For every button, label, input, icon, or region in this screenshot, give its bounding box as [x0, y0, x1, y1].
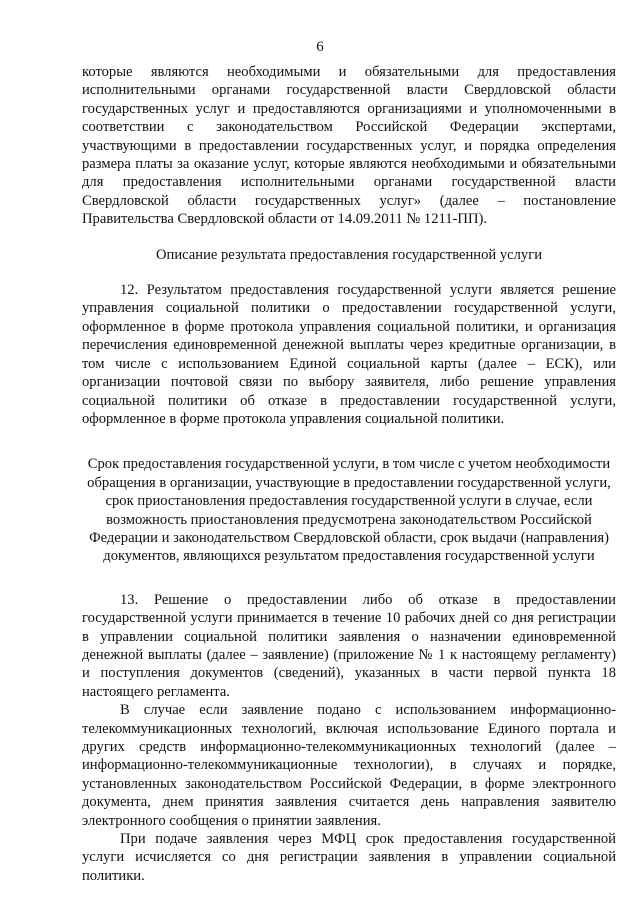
document-body [82, 63, 616, 885]
paragraph-13-electronic: В случае если заявление подано с использованием информационно-телекоммуникационных технологий, включая использование Единого портала и других средств информационно-телекоммуникационных технологий (далее – информационно-телекоммуникационные технологии), в случаях и порядке, установленных законодательством Российской Федерации, в форме электронного документа, днем принятия заявления считается день направления заявителю электронного сообщения о принятии заявления. [82, 702, 616, 829]
paragraph-13: 13. Решение о предоставлении либо об отказе в предоставлении государственной услуги принимается в течение 10 рабочих дней со дня регистрации в управлении социальной политики заявления о назначении единовременной денежной выплаты (далее – заявление) (приложение № 1 к настоящему регламенту) и поступления документов (сведений), указанных в части первой пункта 18 настоящего регламента. [82, 591, 616, 700]
paragraph-13-mfc: При подаче заявления через МФЦ срок предоставления государственной услуги исчисляется со дня регистрации заявления в управлении социальной политики. [82, 831, 616, 884]
section-heading-terms: Срок предоставления государственной услуги, в том числе с учетом необходимости обращения в организации, участвующие в предоставлении государственной услуги, срок приостановления предоставления государственной услуги в случае, если возможность приостановления предусмотрена законодательством Российской Федерации и законодательством Свердловской области, срок выдачи (направления) документов, являющихся результатом предоставления государственной услуги [87, 456, 611, 565]
intro-paragraph: которые являются необходимыми и обязательными для предоставления исполнительными органами государственной власти Свердловской области государственных услуг и предоставляются организациями и уполномоченными в соответствии с законодательством Российской Федерации экспертами, участвующими в предоставлении государственных услуг, и порядка определения размера платы за оказание услуг, которые являются необходимыми и обязательными для предоставления исполнительными органами государственной власти Свердловской области государственных услуг» (далее – постановление Правительства Свердловской области от 14.09.2011 № 1211-ПП). [82, 64, 616, 228]
page-number: 6 [316, 39, 324, 55]
paragraph-12: 12. Результатом предоставления государственной услуги является решение управления социальной политики о предоставлении государственной услуги, оформленное в форме протокола управления социальной политики, и организация перечисления единовременной денежной выплаты через кредитные организации, в том числе с использованием Единой социальной карты (далее – ЕСК), или организации почтовой связи по выбору заявителя, либо решение управления социальной политики об отказе в предоставлении государственной услуги, оформленное в форме протокола управления социальной политики. [82, 282, 616, 427]
section-heading-result: Описание результата предоставления государственной услуги [155, 246, 543, 263]
